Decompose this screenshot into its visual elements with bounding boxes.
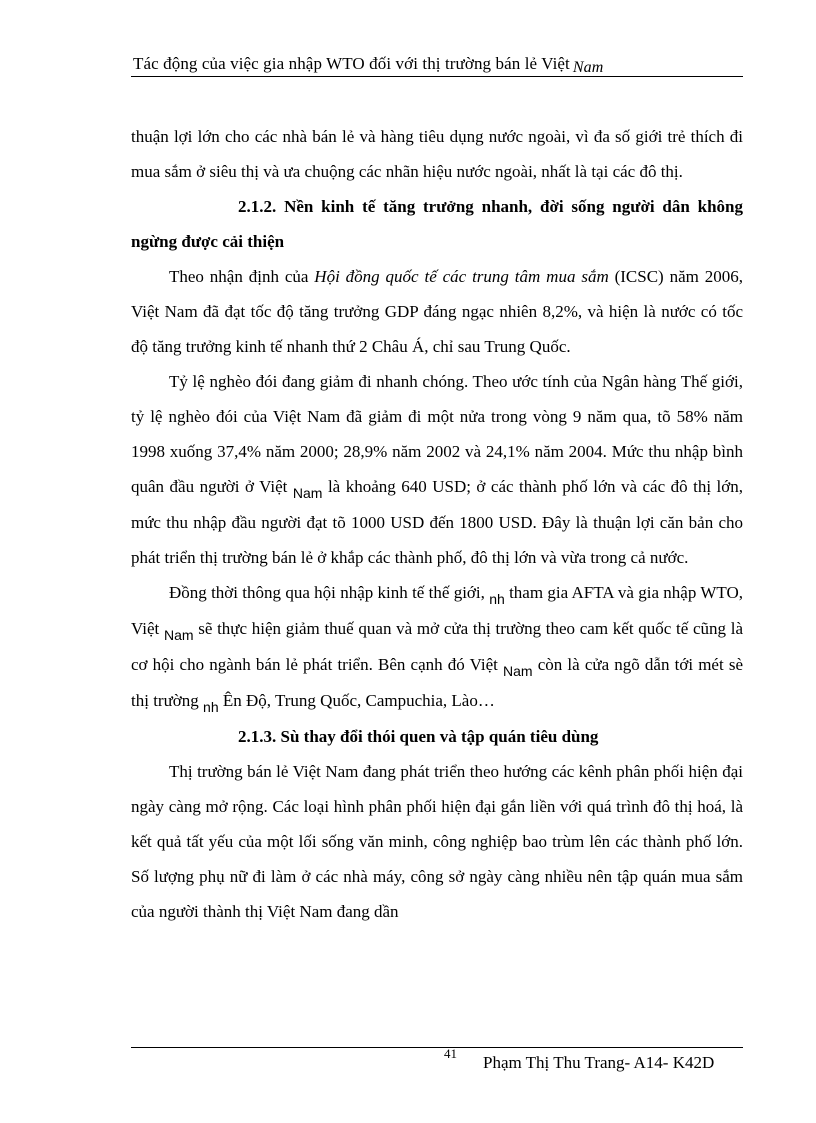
p2-italic-term: Hội đồng quốc tế các trung tâm mua sắm — [314, 267, 609, 286]
p4-text-a: Đồng thời thông qua hội nhập kinh tế thế giới, — [169, 583, 490, 602]
paragraph-3 — [131, 364, 743, 575]
p2-text-a: Theo nhận định của — [169, 267, 315, 286]
header-title-script: Nam — [572, 59, 604, 76]
p4-text-e: Ên Độ, Trung Quốc, Campuchia, Lào… — [218, 691, 495, 710]
footer-rule — [131, 1047, 743, 1048]
p3-text-b: là khoảng 640 USD; ở các thành phố lớn và các đô thị lớn, mức thu nhập đầu người đạt tõ 1000 USD đến 1800 USD. Đây là thuận lợi căn bản cho phát triển thị trường bán lẻ ở khắp các thành phố, đô thị lớn và vừa trong cả nước. — [131, 477, 744, 567]
p3-sub-word: Nam — [292, 485, 323, 501]
paragraph-5: Thị trường bán lẻ Việt Nam đang phát triển theo hướng các kênh phân phối hiện đại ngày càng mở rộng. Các loại hình phân phối hiện đại gắn liền với quá trình đô thị hoá, là kết quả tất yếu của một lối sống văn minh, công nghiệp bao trùm lên các thành phố lớn. Số lượng phụ nữ đi làm ở các nhà máy, công sở ngày càng nhiều nên tập quán mua sắm của người thành thị Việt Nam đang dần — [131, 762, 743, 921]
section-heading-2-1-3: 2.1.3. Sù thay đổi thói quen và tập quán tiêu dùng — [238, 727, 599, 746]
p4-sub-word-1: nh — [489, 591, 505, 607]
page-number: 41 — [444, 1046, 457, 1061]
header-title — [133, 54, 603, 74]
p4-text-b: tham gia AFTA và gia nhập WTO, Việt — [131, 583, 743, 638]
p4-text-d: còn là cửa ngõ dẫn tới mét sè thị trường — [131, 655, 743, 710]
paragraph-1: thuận lợi lớn cho các nhà bán lẻ và hàng tiêu dụng nước ngoài, vì đa số giới trẻ thích đi mua sắm ở siêu thị và ưa chuộng các nhãn hiệu nước ngoài, nhất là tại các đô thị. — [131, 127, 743, 181]
paragraph-2 — [131, 259, 743, 364]
p4-sub-word-2: Nam — [163, 627, 194, 643]
p4-sub-word-4: nh — [203, 699, 219, 715]
page-header — [131, 46, 743, 76]
footer-author: Phạm Thị Thu Trang- A14- K42D — [483, 1053, 715, 1072]
p3-text-a: Tỷ lệ nghèo đói đang giảm đi nhanh chóng. Theo ước tính của Ngân hàng Thế giới, tỷ lệ nghèo đói của Việt Nam đã giảm đi một nửa trong vòng 9 năm qua, tõ 58% năm 1998 xuống 37,4% năm 2000; 28,9% năm 2002 và 24,1% năm 2004. Mức thu nhập bình quân đầu người ở Việt — [131, 372, 743, 496]
page-body — [131, 119, 743, 929]
paragraph-4 — [131, 575, 743, 719]
header-title-text: Tác động của việc gia nhập WTO đối với thị trường bán lẻ Việt — [133, 54, 570, 73]
section-heading-2-1-2: 2.1.2. Nền kinh tế tăng trưởng nhanh, đời sống người dân không ngừng được cải thiện — [131, 197, 743, 251]
p4-text-c: sẽ thực hiện giảm thuế quan và mở cửa thị trường theo cam kết quốc tế cũng là cơ hội cho ngành bán lẻ phát triển. Bên cạnh đó Việt — [131, 619, 743, 674]
p2-text-b: (ICSC) năm 2006, Việt Nam đã đạt tốc độ tăng trưởng GDP đáng ngạc nhiên 8,2%, và hiện là nước có tốc độ tăng trưởng kinh tế nhanh thứ 2 Châu Á, chỉ sau Trung Quốc. — [131, 267, 743, 356]
header-rule — [131, 76, 743, 77]
p4-sub-word-3: Nam — [503, 663, 533, 679]
